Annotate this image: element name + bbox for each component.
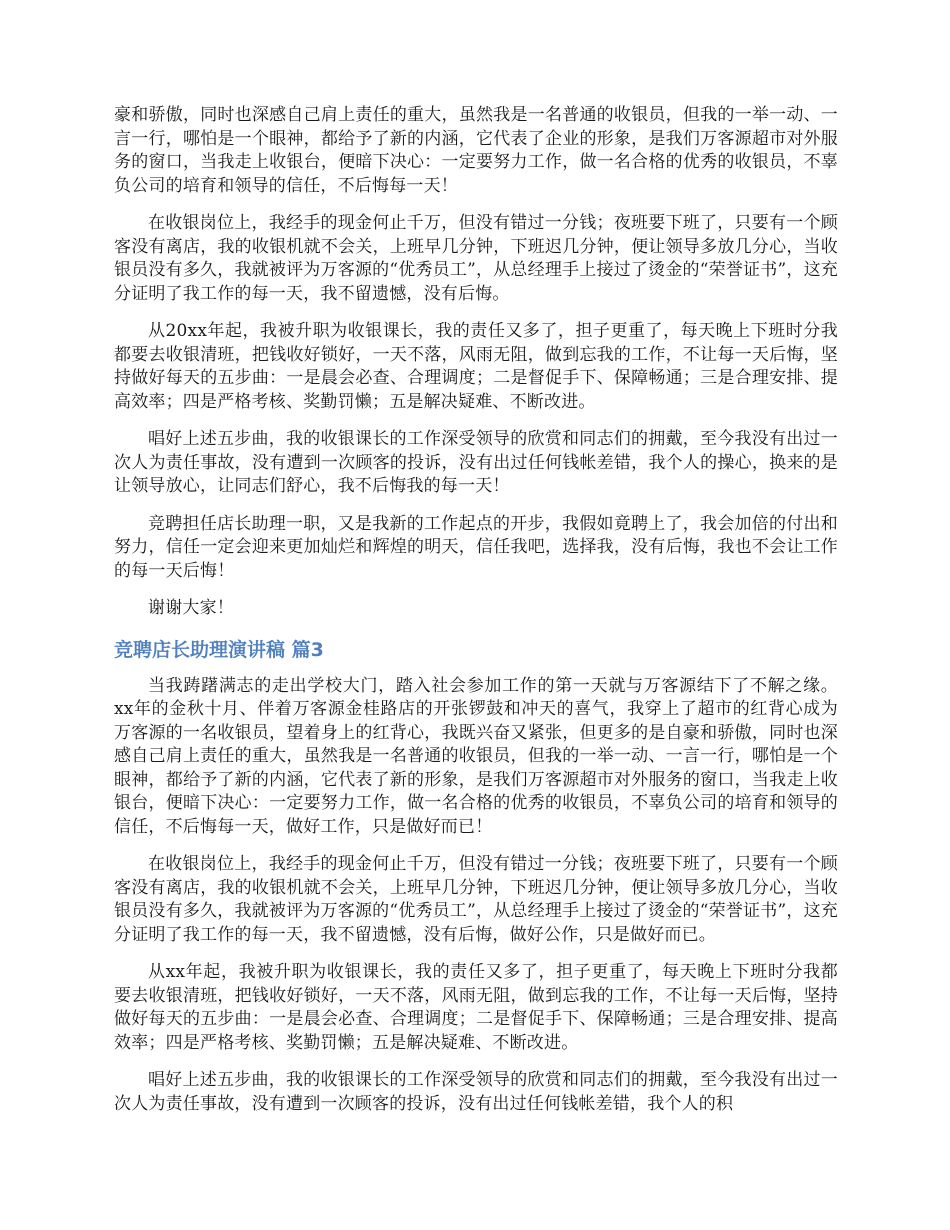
- paragraph-intro: 当我踌躇满志的走出学校大门，踏入社会参加工作的第一天就与万客源结下了不解之缘。xx年的金秋十月、伴着万客源金桂路店的开张锣鼓和冲天的喜气，我穿上了超市的红背心成为万客源的一名收银员，望着身上的红背心，我既兴奋又紧张，但更多的是自豪和骄傲，同时也深感自己肩上责任的重大，虽然我是一名普通的收银员，但我的一举一动、一言一行，哪怕是一个眼神，都给予了新的内涵，它代表了新的形象，是我们万客源超市对外服务的窗口，当我走上收银台，便暗下决心：一定要努力工作，做一名合格的优秀的收银员，不辜负公司的培育和领导的信任，不后悔每一天，做好工作，只是做好而已！: [114, 675, 838, 837]
- paragraph-cashier-post: 在收银岗位上，我经手的现金何止千万，但没有错过一分钱；夜班要下班了，只要有一个顾客没有离店，我的收银机就不会关，上班早几分钟，下班迟几分钟，便让领导多放几分心，当收银员没有多久，我就被评为万客源的“优秀员工”，从总经理手上接过了烫金的“荣誉证书”，这充分证明了我工作的每一天，我不留遗憾，没有后悔。: [114, 213, 838, 304]
- paragraph-thanks: 谢谢大家！: [148, 598, 234, 618]
- section-heading: 竞聘店长助理演讲稿 篇3: [114, 638, 324, 661]
- paragraph-five-steps-2: 唱好上述五步曲，我的收银课长的工作深受领导的欣赏和同志们的拥戴，至今我没有出过一次人为责任事故，没有遭到一次顾客的投诉，没有出过任何钱帐差错，我个人的积: [114, 1070, 838, 1114]
- document-page: [114, 104, 838, 1130]
- paragraph-promotion-2: 从xx年起，我被升职为收银课长，我的责任又多了，担子更重了，每天晚上下班时分我都要去收银清班，把钱收好锁好，一天不落，风雨无阻，做到忘我的工作，不让每一天后悔，坚持做好每天的五步曲：一是晨会必查、合理调度；二是督促手下、保障畅通；三是合理安排、提高效率；四是严格考核、奖勤罚懒；五是解决疑难、不断改进。: [114, 962, 838, 1053]
- paragraph-promotion: 从20xx年起，我被升职为收银课长，我的责任又多了，担子更重了，每天晚上下班时分我都要去收银清班，把钱收好锁好，一天不落，风雨无阻，做到忘我的工作，不让每一天后悔，坚持做好每天的五步曲：一是晨会必查、合理调度；二是督促手下、保障畅通；三是合理安排、提高效率；四是严格考核、奖勤罚懒；五是解决疑难、不断改进。: [114, 321, 838, 412]
- paragraph-continued: 豪和骄傲，同时也深感自己肩上责任的重大，虽然我是一名普通的收银员，但我的一举一动、一言一行，哪怕是一个眼神，都给予了新的内涵，它代表了企业的形象，是我们万客源超市对外服务的窗口，当我走上收银台，便暗下决心：一定要努力工作，做一名合格的优秀的收银员，不辜负公司的培育和领导的信任，不后悔每一天！: [114, 105, 838, 196]
- paragraph-cashier-post-2: 在收银岗位上，我经手的现金何止千万，但没有错过一分钱；夜班要下班了，只要有一个顾客没有离店，我的收银机就不会关，上班早几分钟，下班迟几分钟，便让领导多放几分心，当收银员没有多久，我就被评为万客源的“优秀员工”，从总经理手上接过了烫金的“荣誉证书”，这充分证明了我工作的每一天，我不留遗憾，没有后悔，做好公作，只是做好而已。: [114, 854, 838, 945]
- paragraph-candidacy: 竞聘担任店长助理一职，又是我新的工作起点的开步，我假如竟聘上了，我会加倍的付出和努力，信任一定会迎来更加灿烂和辉煌的明天，信任我吧，选择我，没有后悔，我也不会让工作的每一天后悔！: [114, 513, 838, 581]
- paragraph-five-steps: 唱好上述五步曲，我的收银课长的工作深受领导的欣赏和同志们的拥戴，至今我没有出过一次人为责任事故，没有遭到一次顾客的投诉，没有出过任何钱帐差错，我个人的操心，换来的是让领导放心，让同志们舒心，我不后悔我的每一天！: [114, 429, 838, 496]
